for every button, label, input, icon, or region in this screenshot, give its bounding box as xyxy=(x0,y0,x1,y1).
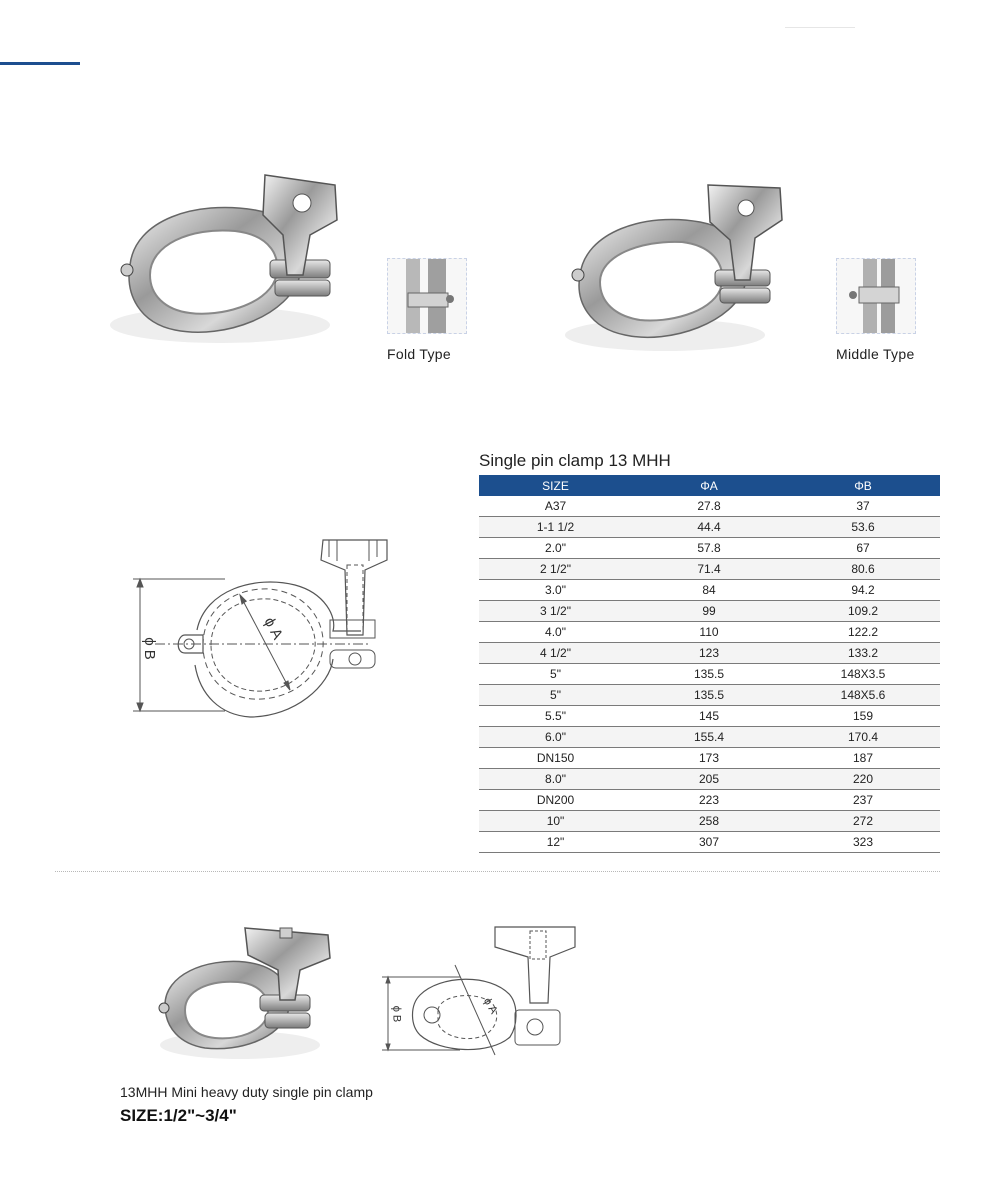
cell-size: DN150 xyxy=(479,748,632,769)
table-title: Single pin clamp 13 MHH xyxy=(479,451,671,470)
cell-a: 307 xyxy=(632,832,786,853)
header-phi-b: ΦB xyxy=(786,475,940,496)
cell-b: 220 xyxy=(786,769,940,790)
fold-type-detail-thumb xyxy=(387,258,467,334)
table-row xyxy=(479,580,940,601)
table-row xyxy=(479,538,940,559)
cell-a: 110 xyxy=(632,622,786,643)
drawing-label-a: ϕ A xyxy=(260,614,287,643)
cell-a: 173 xyxy=(632,748,786,769)
cell-size: A37 xyxy=(479,496,632,517)
cell-b: 53.6 xyxy=(786,517,940,538)
cell-a: 27.8 xyxy=(632,496,786,517)
cell-b: 237 xyxy=(786,790,940,811)
table-row xyxy=(479,643,940,664)
cell-a: 135.5 xyxy=(632,685,786,706)
cell-size: 8.0" xyxy=(479,769,632,790)
mini-clamp-drawing xyxy=(380,925,580,1065)
cell-size: DN200 xyxy=(479,790,632,811)
header-size: SIZE xyxy=(479,475,632,496)
cell-b: 170.4 xyxy=(786,727,940,748)
header-accent-bar xyxy=(0,62,80,65)
cell-a: 71.4 xyxy=(632,559,786,580)
table-row xyxy=(479,517,940,538)
mini-clamp-photo xyxy=(150,920,340,1065)
cell-b: 80.6 xyxy=(786,559,940,580)
cell-a: 205 xyxy=(632,769,786,790)
cell-size: 4 1/2" xyxy=(479,643,632,664)
table-row xyxy=(479,622,940,643)
table-row xyxy=(479,706,940,727)
clamp-technical-drawing xyxy=(125,535,395,725)
cell-a: 123 xyxy=(632,643,786,664)
cell-b: 94.2 xyxy=(786,580,940,601)
cell-b: 272 xyxy=(786,811,940,832)
clamp-photo-middle xyxy=(560,180,790,360)
cell-size: 6.0" xyxy=(479,727,632,748)
cell-size: 2.0" xyxy=(479,538,632,559)
cell-size: 5.5" xyxy=(479,706,632,727)
spec-table xyxy=(479,475,940,853)
header-phi-a: ΦA xyxy=(632,475,786,496)
cell-size: 3 1/2" xyxy=(479,601,632,622)
cell-a: 44.4 xyxy=(632,517,786,538)
mini-clamp-title: 13MHH Mini heavy duty single pin clamp xyxy=(120,1084,373,1100)
table-row xyxy=(479,811,940,832)
fold-type-caption: Fold Type xyxy=(387,346,451,362)
cell-a: 99 xyxy=(632,601,786,622)
table-row xyxy=(479,685,940,706)
header-faint-line xyxy=(785,27,855,28)
section-divider xyxy=(55,871,940,872)
cell-b: 323 xyxy=(786,832,940,853)
cell-size: 1-1 1/2 xyxy=(479,517,632,538)
table-header-row xyxy=(479,475,940,496)
table-row xyxy=(479,790,940,811)
mini-clamp-size: SIZE:1/2"~3/4" xyxy=(120,1106,237,1125)
cell-b: 148X3.5 xyxy=(786,664,940,685)
table-row xyxy=(479,664,940,685)
cell-b: 37 xyxy=(786,496,940,517)
cell-b: 67 xyxy=(786,538,940,559)
middle-type-caption: Middle Type xyxy=(836,346,915,362)
cell-b: 109.2 xyxy=(786,601,940,622)
cell-size: 3.0" xyxy=(479,580,632,601)
cell-a: 57.8 xyxy=(632,538,786,559)
middle-hinge-icon xyxy=(837,259,915,333)
table-row xyxy=(479,559,940,580)
cell-b: 133.2 xyxy=(786,643,940,664)
fold-hinge-icon xyxy=(388,259,466,333)
cell-a: 258 xyxy=(632,811,786,832)
cell-size: 12" xyxy=(479,832,632,853)
mini-drawing-label-b: ϕ B xyxy=(390,1005,403,1023)
cell-b: 187 xyxy=(786,748,940,769)
middle-type-detail-thumb xyxy=(836,258,916,334)
table-row xyxy=(479,496,940,517)
table-row xyxy=(479,769,940,790)
mini-drawing-label-a: ϕ A xyxy=(480,995,500,1017)
cell-size: 10" xyxy=(479,811,632,832)
cell-size: 4.0" xyxy=(479,622,632,643)
cell-a: 155.4 xyxy=(632,727,786,748)
cell-a: 135.5 xyxy=(632,664,786,685)
cell-a: 223 xyxy=(632,790,786,811)
cell-a: 84 xyxy=(632,580,786,601)
cell-b: 148X5.6 xyxy=(786,685,940,706)
table-row xyxy=(479,601,940,622)
table-row xyxy=(479,748,940,769)
cell-b: 122.2 xyxy=(786,622,940,643)
cell-size: 2 1/2" xyxy=(479,559,632,580)
clamp-photo-fold xyxy=(105,165,355,355)
drawing-label-b: ϕ B xyxy=(140,637,158,660)
cell-size: 5" xyxy=(479,685,632,706)
table-row xyxy=(479,832,940,853)
cell-size: 5" xyxy=(479,664,632,685)
table-row xyxy=(479,727,940,748)
cell-b: 159 xyxy=(786,706,940,727)
cell-a: 145 xyxy=(632,706,786,727)
